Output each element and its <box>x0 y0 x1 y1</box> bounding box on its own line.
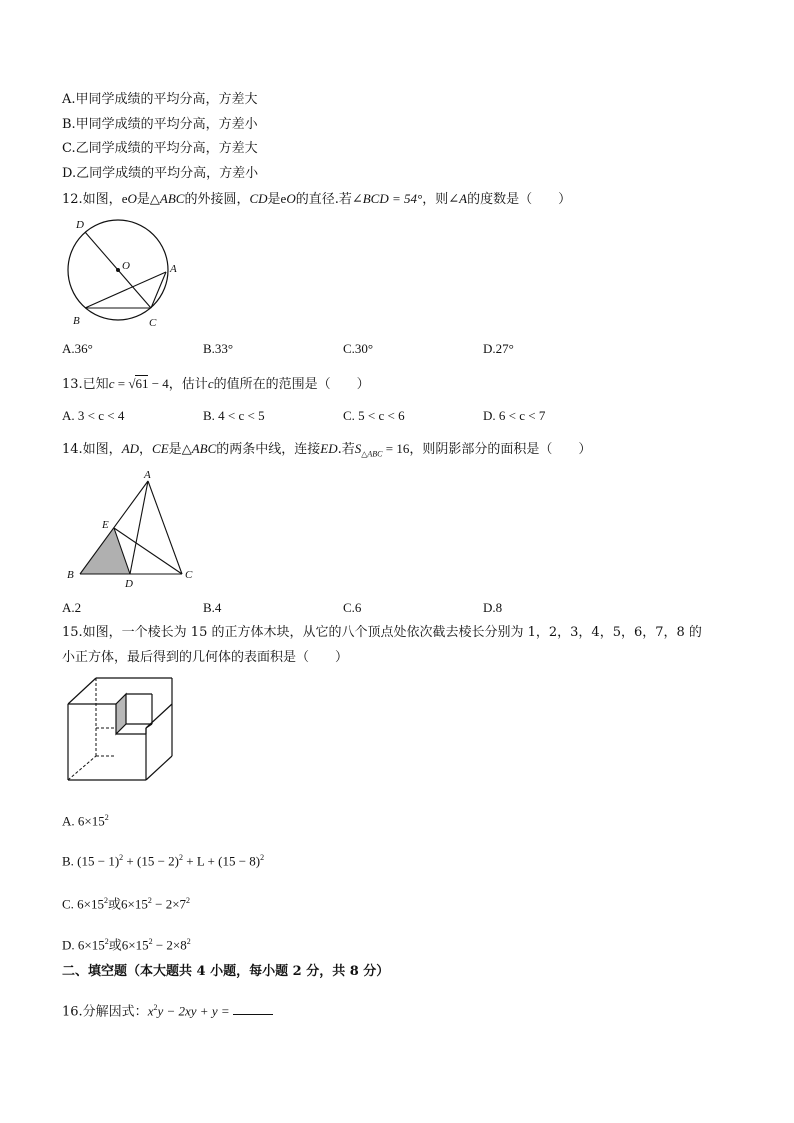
q14-label-d: D <box>125 578 133 590</box>
q15-option-a: A. $6\times 15^2$ <box>62 813 109 829</box>
q15-option-d: D. $6\times 15^2$或$6\times 15^2 - 2\times 8^2$ <box>62 937 191 953</box>
q14-triangle-figure <box>62 468 202 594</box>
q15-cube-figure <box>62 672 182 788</box>
q15-option-c: C. $6\times 15^2$或$6\times 15^2 - 2\times 7^2$ <box>62 896 191 912</box>
q12-option-c: C.30° <box>343 341 374 356</box>
q14-stem: 14.如图，AD，CE是△ABC的两条中线，连接ED.若$S_{\triangle ABC} = 16$，则阴影部分的面积是（ ） <box>62 441 592 459</box>
q15-stem-line1: 15.如图，一个棱长为 15 的正方体木块，从它的八个顶点处依次截去棱长分别为 1，2，3，4，5，6，7，8 的 <box>62 625 702 640</box>
q16-answer-blank[interactable] <box>233 1003 273 1015</box>
q12-stem: 12.如图，eO是△ABC的外接圆，CD是eO的直径.若∠BCD = 54°，则∠A的度数是（ ） <box>62 191 572 207</box>
q15-option-b: B. $(15 - 1)^2 + (15 - 2)^2 + L + (15 - 8)^2$ <box>62 853 265 869</box>
q13-option-b: B. 4 < c < 5 <box>203 408 265 423</box>
q12-option-b: B.33° <box>203 341 234 356</box>
section-2-heading: 二、填空题（本大题共 4 小题，每小题 2 分，共 8 分） <box>62 964 390 979</box>
q14-option-c: C.6 <box>343 600 362 615</box>
q11-option-a: A.甲同学成绩的平均分高，方差大 <box>62 92 258 107</box>
q14-option-d: D.8 <box>483 600 503 615</box>
q11-option-c: C.乙同学成绩的平均分高，方差大 <box>62 141 258 156</box>
q11-option-b: B.甲同学成绩的平均分高，方差小 <box>62 117 258 132</box>
q14-label-e: E <box>102 519 109 531</box>
q12-circle-figure <box>62 214 192 334</box>
q12-label-b: B <box>73 315 80 327</box>
sqrt-sign: √ <box>128 376 136 391</box>
q12-label-o: O <box>122 260 130 272</box>
q14-option-a: A.2 <box>62 600 82 615</box>
q14-label-a: A <box>144 469 151 481</box>
q13-option-c: C. 5 < c < 6 <box>343 408 405 423</box>
q12-label-a: A <box>170 263 177 275</box>
q12-label-c: C <box>149 317 157 329</box>
q11-option-d: D.乙同学成绩的平均分高，方差小 <box>62 166 259 181</box>
q13-stem: 13.已知c = √61 − 4，估计c的值所在的范围是（ ） <box>62 376 370 392</box>
q12-option-d: D.27° <box>483 341 514 356</box>
q12-label-d: D <box>76 219 84 231</box>
q13-option-a: A. 3 < c < 4 <box>62 408 125 423</box>
q14-label-b: B <box>67 569 74 581</box>
q13-option-d: D. 6 < c < 7 <box>483 408 546 423</box>
q12-option-a: A.36° <box>62 341 93 356</box>
q14-label-c: C <box>185 569 193 581</box>
q16-stem: 16.分解因式：$x^2y - 2xy + y$ = <box>62 1000 273 1020</box>
q15-stem-line2: 小正方体，最后得到的几何体的表面积是（ ） <box>62 650 349 665</box>
q14-option-b: B.4 <box>203 600 222 615</box>
